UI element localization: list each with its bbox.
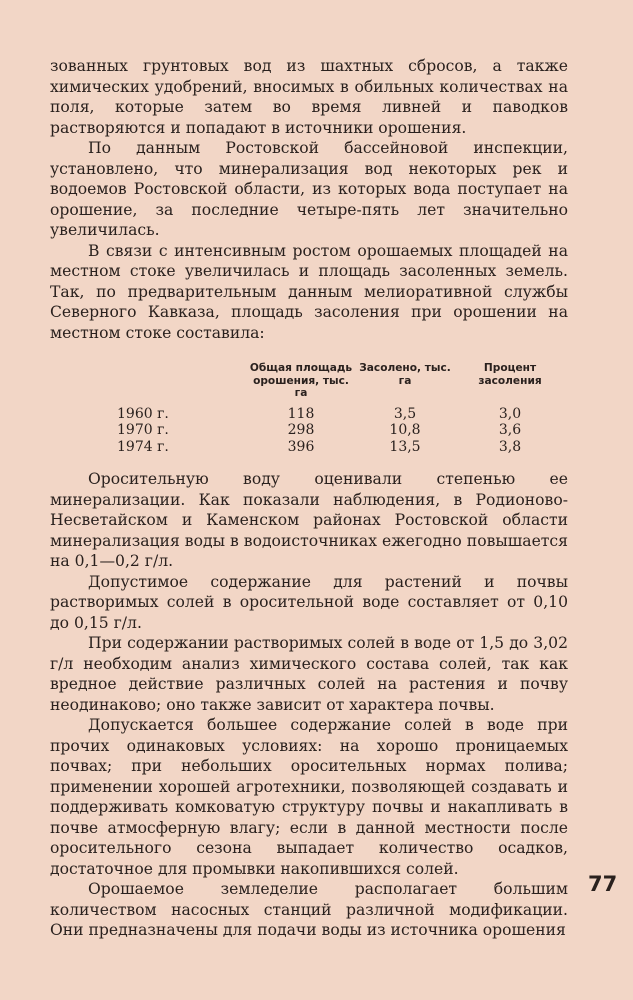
table-row: [107, 406, 568, 423]
row-total: 396: [287, 438, 315, 455]
table-header: [107, 362, 568, 400]
row-percent: 3,0: [498, 405, 522, 422]
table-row: [107, 422, 568, 439]
row-salinized: 10,8: [389, 422, 421, 438]
paragraph: Орошаемое земледелие располагает большим количеством насосных станций различной модификации. Они предназначены для подачи воды из источника орошения: [50, 880, 568, 939]
row-salinized: 3,5: [393, 405, 417, 422]
row-total: 298: [287, 422, 315, 438]
paragraph: По данным Ростовской бассейновой инспекции, установлено, что минерализация вод некоторых рек и водоемов Ростовской области, из которых вода поступает на орошение, за последние четыре-пять лет значительно увеличилась.: [50, 139, 568, 239]
paragraph: При содержании растворимых солей в воде от 1,5 до 3,02 г/л необходим анализ химического состава солей, так как вредное действие различных солей на растения и почву неодинаково; оно также зависит от характера почвы.: [50, 634, 568, 714]
paragraph: Допускается большее содержание солей в воде при прочих одинаковых условиях: на хорошо проницаемых почвах; при небольших оросительных нормах полива; применении хорошей агротехники, позволяющей создавать и поддерживать комковатую структуру почвы и накапливать в почве атмосферную влагу; если в данной местности после оросительного сезона выпадает количество осадков, достаточное для промывки накопившихся солей.: [50, 716, 568, 878]
paragraph: В связи с интенсивным ростом орошаемых площадей на местном стоке увеличилась и площадь засоленных земель. Так, по предварительным данным мелиоративной службы Северного Кавказа, площадь засоления при орошении на местном стоке составила:: [50, 241, 568, 342]
page-number: 77: [588, 872, 618, 896]
table-row: [107, 439, 568, 456]
header-total-area: Общая площадь орошения, тыс. га: [249, 362, 353, 399]
header-percent: Процент засоления: [478, 362, 542, 387]
row-total: 118: [287, 405, 315, 422]
header-salinized: Засолено, тыс. га: [359, 362, 451, 387]
paragraph: Оросительную воду оценивали степенью ее минерализации. Как показали наблюдения, в Родионово-Несветайском и Каменском районах Ростовской области минерализация воды в водоисточниках ежегодно повышается на 0,1—0,2 г/л.: [50, 470, 568, 570]
salinization-table: [50, 362, 568, 455]
body-text: [50, 56, 568, 941]
row-year: 1970 г.: [117, 422, 169, 438]
row-percent: 3,8: [498, 438, 522, 455]
row-year: 1960 г.: [117, 405, 169, 422]
row-salinized: 13,5: [389, 438, 421, 455]
paragraph: Допустимое содержание для растений и почвы растворимых солей в оросительной воде составляет от 0,10 до 0,15 г/л.: [50, 572, 568, 632]
row-percent: 3,6: [498, 422, 522, 438]
row-year: 1974 г.: [117, 438, 169, 455]
paragraph: зованных грунтовых вод из шахтных сбросов, а также химических удобрений, вносимых в обильных количествах на поля, которые затем во время ливней и паводков растворяются и попадают в источники орошения.: [50, 57, 568, 137]
